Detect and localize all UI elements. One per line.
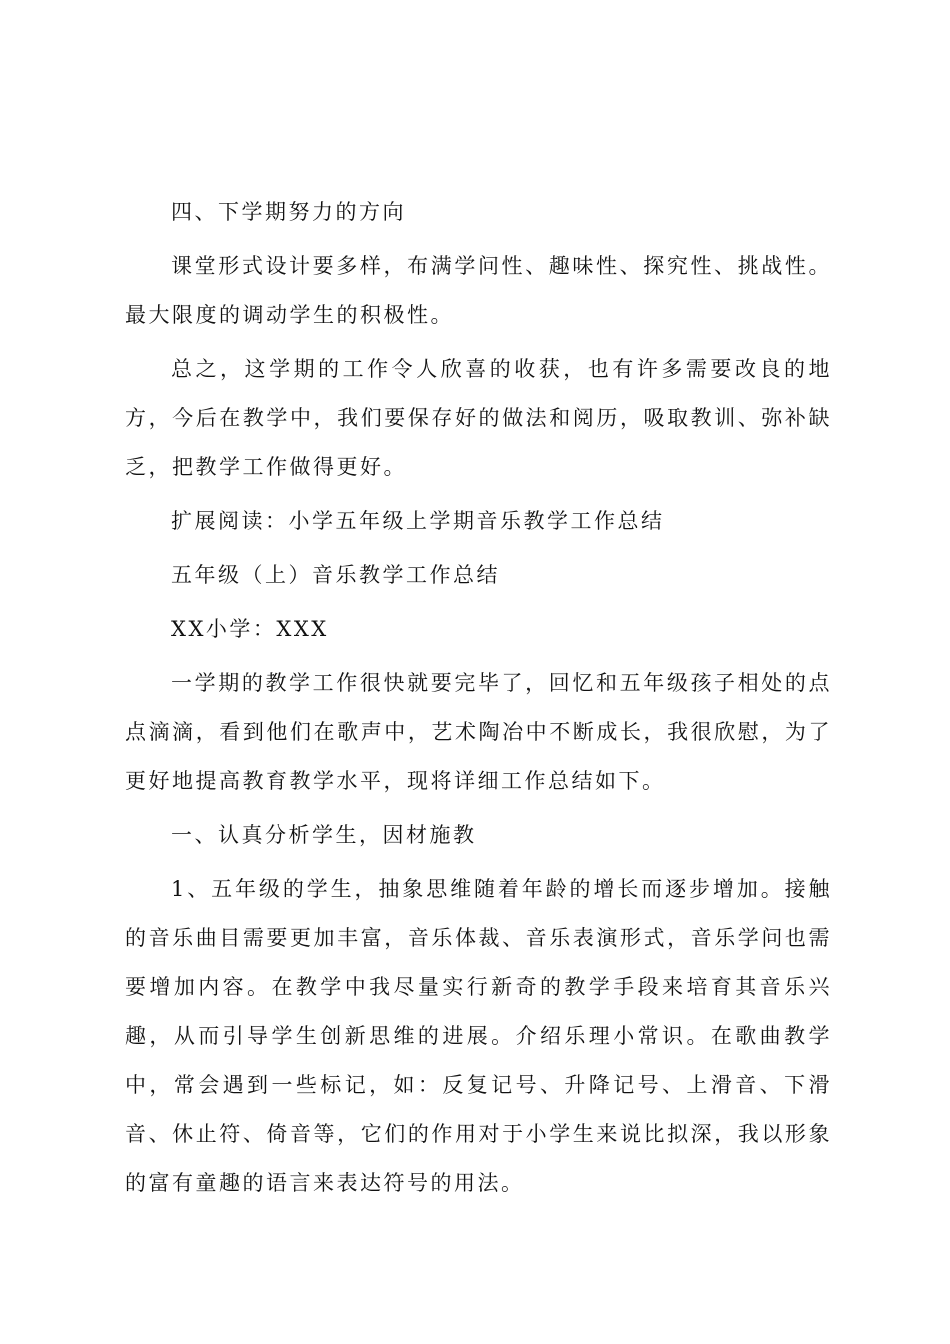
paragraph-point-one: 1、五年级的学生，抽象思维随着年龄的增长而逐步增加。接触的音乐曲目需要更加丰富，音乐体裁、音乐表演形式，音乐学问也需要增加内容。在教学中我尽量实行新奇的教学手段来培育其音乐兴趣，从而引导学生创新思维的进展。介绍乐理小常识。在歌曲教学中，常会遇到一些标记，如：反复记号、升降记号、上滑音、下滑音、休止符、倚音等，它们的作用对于小学生来说比拟深，我以形象的富有童趣的语言来表达符号的用法。 (125, 877, 832, 1195)
extended-reading-title: 扩展阅读：小学五年级上学期音乐教学工作总结 (171, 509, 665, 533)
subtitle-grade-five-summary: 五年级（上）音乐教学工作总结 (171, 563, 500, 587)
author-line: XX小学：XXX (171, 617, 329, 641)
section-heading-next-term-direction: 四、下学期努力的方向 (171, 200, 406, 224)
paragraph-classroom-design: 课堂形式设计要多样，布满学问性、趣味性、探究性、挑战性。最大限度的调动学生的积极性。 (125, 254, 832, 327)
paragraph-intro: 一学期的教学工作很快就要完毕了，回忆和五年级孩子相处的点点滴滴，看到他们在歌声中，艺术陶冶中不断成长，我很欣慰，为了更好地提高教育教学水平，现将详细工作总结如下。 (125, 671, 832, 793)
paragraph-summary: 总之，这学期的工作令人欣喜的收获，也有许多需要改良的地方，今后在教学中，我们要保存好的做法和阅历，吸取教训、弥补缺乏，把教学工作做得更好。 (125, 357, 832, 479)
document-body (125, 188, 832, 1208)
section-heading-analyze-students: 一、认真分析学生，因材施教 (171, 823, 477, 847)
